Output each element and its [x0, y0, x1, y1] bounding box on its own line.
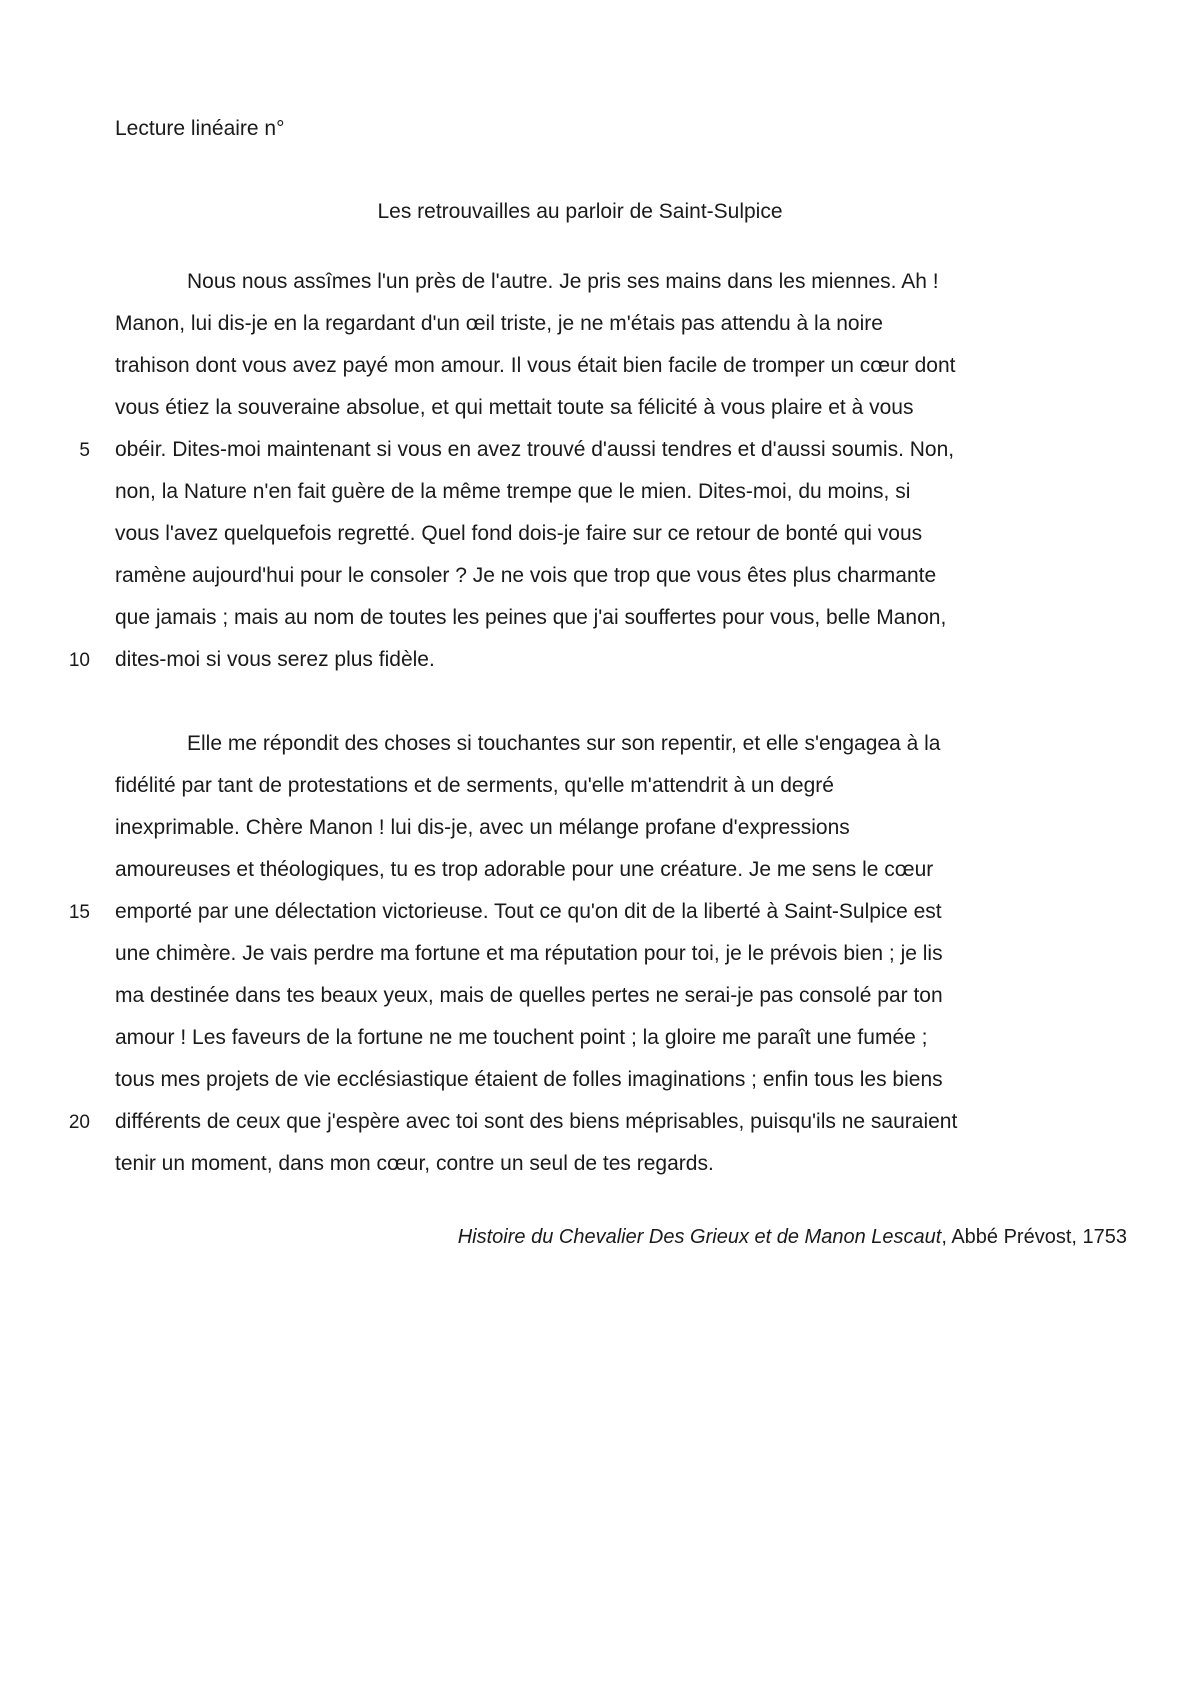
paragraph-line: trahison dont vous avez payé mon amour. Il vous était bien facile de tromper un cœur dont	[115, 354, 956, 377]
citation-author-year: , Abbé Prévost, 1753	[941, 1226, 1127, 1248]
line-number: 15	[68, 902, 90, 923]
paragraph-line: non, la Nature n'en fait guère de la même trempe que le mien. Dites-moi, du moins, si	[115, 480, 911, 503]
passage-title: Les retrouvailles au parloir de Saint-Sulpice	[377, 200, 783, 223]
lecture-heading: Lecture linéaire n°	[115, 117, 285, 140]
paragraph-line: tous mes projets de vie ecclésiastique étaient de folles imaginations ; enfin tous les biens	[115, 1068, 943, 1091]
paragraph-line: Elle me répondit des choses si touchantes sur son repentir, et elle s'engagea à la	[187, 732, 941, 755]
paragraph-line: tenir un moment, dans mon cœur, contre un seul de tes regards.	[115, 1152, 714, 1175]
paragraph-line: Manon, lui dis-je en la regardant d'un œil triste, je ne m'étais pas attendu à la noire	[115, 312, 883, 335]
paragraph-line: inexprimable. Chère Manon ! lui dis-je, avec un mélange profane d'expressions	[115, 816, 850, 839]
line-number: 20	[68, 1112, 90, 1133]
paragraph-line: amour ! Les faveurs de la fortune ne me touchent point ; la gloire me paraît une fumée ;	[115, 1026, 928, 1049]
paragraph-line: différents de ceux que j'espère avec toi sont des biens méprisables, puisqu'ils ne sauraient	[115, 1110, 958, 1133]
line-number: 10	[68, 650, 90, 671]
paragraph-line: une chimère. Je vais perdre ma fortune et ma réputation pour toi, je le prévois bien ; je lis	[115, 942, 943, 965]
citation-work-title: Histoire du Chevalier Des Grieux et de Manon Lescaut	[457, 1226, 942, 1248]
paragraph-line: fidélité par tant de protestations et de serments, qu'elle m'attendrit à un degré	[115, 774, 834, 797]
line-number: 5	[79, 440, 90, 461]
paragraph-line: obéir. Dites-moi maintenant si vous en avez trouvé d'aussi tendres et d'aussi soumis. Non,	[115, 438, 955, 461]
paragraph-line: amoureuses et théologiques, tu es trop adorable pour une créature. Je me sens le cœur	[115, 858, 934, 881]
paragraph-line: dites-moi si vous serez plus fidèle.	[115, 648, 435, 671]
paragraph-line: vous l'avez quelquefois regretté. Quel fond dois-je faire sur ce retour de bonté qui vous	[115, 522, 923, 545]
paragraph-line: emporté par une délectation victorieuse. Tout ce qu'on dit de la liberté à Saint-Sulpice est	[115, 900, 942, 923]
paragraph-line: ramène aujourd'hui pour le consoler ? Je ne vois que trop que vous êtes plus charmante	[115, 564, 937, 587]
citation	[458, 1222, 1127, 1252]
paragraph-line: que jamais ; mais au nom de toutes les peines que j'ai souffertes pour vous, belle Manon,	[115, 606, 947, 629]
paragraph-line: vous étiez la souveraine absolue, et qui mettait toute sa félicité à vous plaire et à vous	[115, 396, 914, 419]
paragraph-line: ma destinée dans tes beaux yeux, mais de quelles pertes ne serai-je pas consolé par ton	[115, 984, 943, 1007]
paragraph-line: Nous nous assîmes l'un près de l'autre. Je pris ses mains dans les miennes. Ah !	[187, 270, 939, 293]
